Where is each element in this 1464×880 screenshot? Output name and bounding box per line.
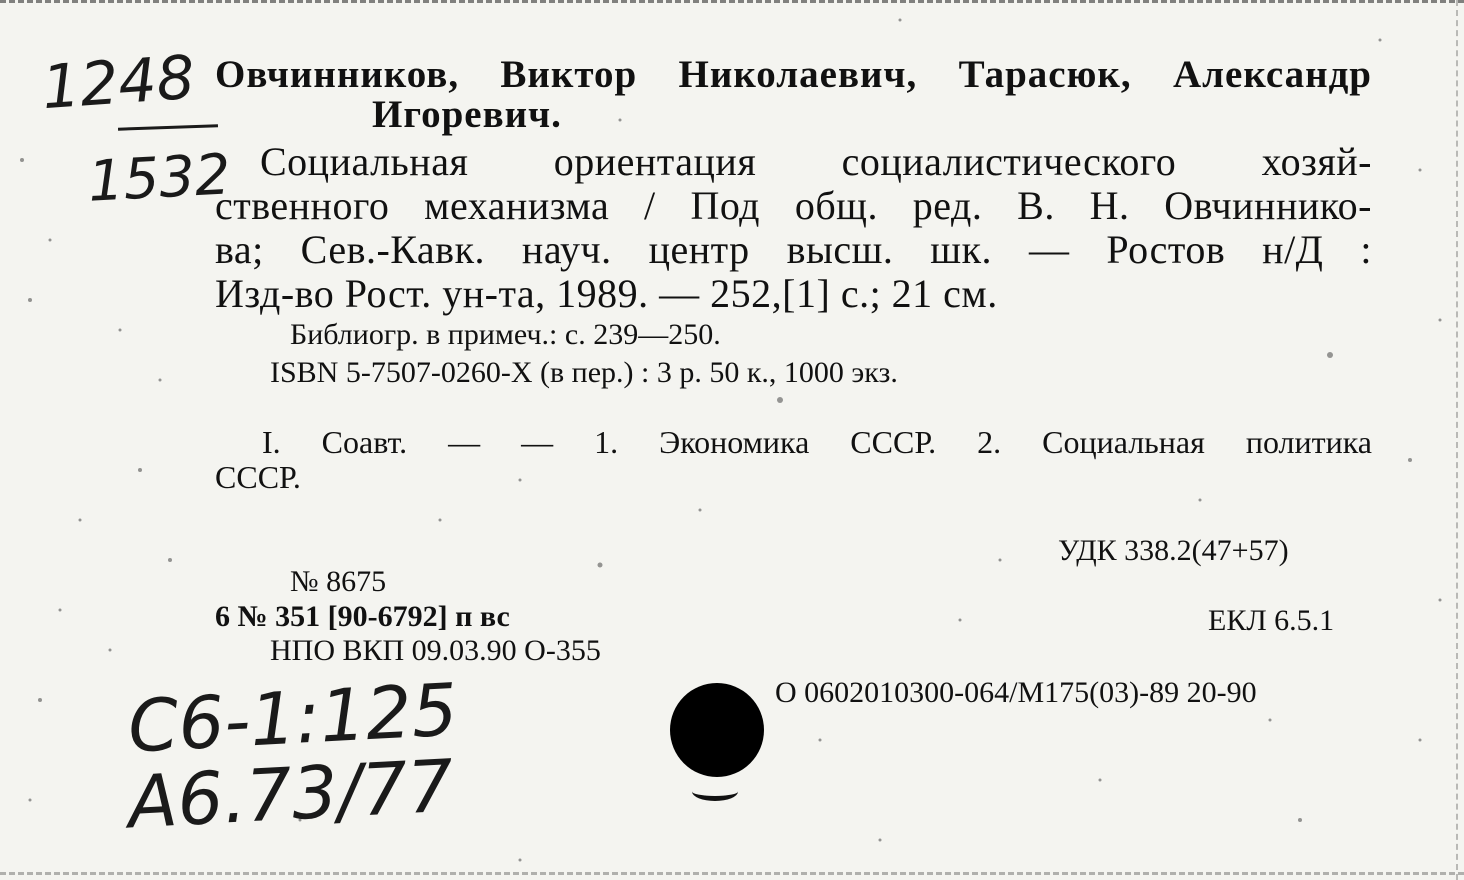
punch-hole xyxy=(670,683,764,777)
order-number: 6 № 351 [90-6792] п вс xyxy=(215,600,510,633)
handwritten-shelf-mark-2: A6.73/77 xyxy=(126,743,456,845)
punch-hole-shadow xyxy=(692,782,738,801)
isbn-note: ISBN 5-7507-0260-X (в пер.) : 3 р. 50 к., 1000 экз. xyxy=(270,356,898,389)
author-line-2: Игоревич. xyxy=(372,93,562,136)
subjects-line-2: СССР. xyxy=(215,459,301,495)
card-number: № 8675 xyxy=(290,565,387,598)
bibliography-note: Библиогр. в примеч.: с. 239—250. xyxy=(290,318,721,351)
handwritten-inventory-bottom: 1532 xyxy=(86,142,233,215)
handwritten-inventory-top: 1248 xyxy=(39,42,197,124)
npo-imprint: НПО ВКП 09.03.90 О-355 xyxy=(270,634,601,667)
handwritten-shelf-mark-1: C6-1:125 xyxy=(126,667,460,769)
ekl-code: ЕКЛ 6.5.1 xyxy=(1208,604,1335,637)
description-line-1: Социальная ориентация социалистического хозяй- xyxy=(260,139,1372,184)
description-line-4: Изд-во Рост. ун-та, 1989. — 252,[1] с.; 21 см. xyxy=(215,271,998,316)
subjects-line-1: I. Соавт. — — 1. Экономика СССР. 2. Социальная политика xyxy=(262,424,1372,460)
description-line-3: ва; Сев.-Кавк. науч. центр высш. шк. — Ростов н/Д : xyxy=(215,227,1372,272)
publisher-code: О 0602010300-064/М175(03)-89 20-90 xyxy=(775,676,1257,709)
description-line-2: ственного механизма / Под общ. ред. В. Н. Овчиннико- xyxy=(215,183,1372,228)
author-line-1: Овчинников, Виктор Николаевич, Тарасюк, Александр xyxy=(215,53,1372,96)
udk-code: УДК 338.2(47+57) xyxy=(1058,534,1289,567)
